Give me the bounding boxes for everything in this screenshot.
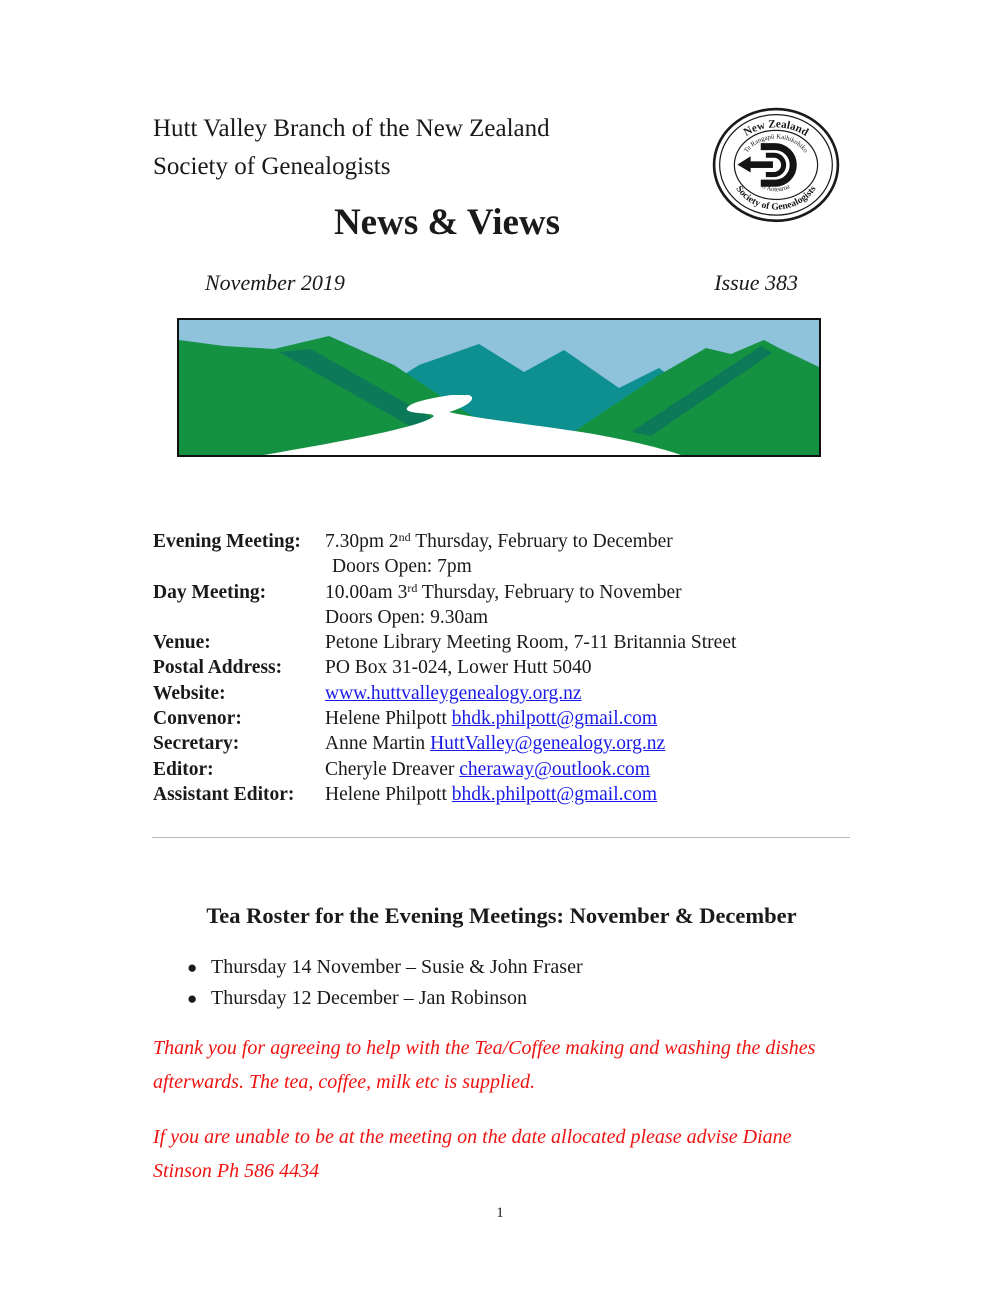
list-item-text: Thursday 14 November – Susie & John Fraser [211,956,583,978]
info-row-day-doors [153,605,850,630]
contact-name: Anne Martin [325,733,431,755]
info-value [325,782,850,807]
ordinal-suffix: rd [407,580,418,595]
info-value [325,580,850,605]
bullet-icon: ● [187,958,198,977]
website-link[interactable]: www.huttvalleygenealogy.org.nz [325,682,582,704]
landscape-illustration-icon [179,320,819,455]
info-value [325,529,850,554]
info-row-postal-address [153,655,850,680]
info-value [325,757,850,782]
ordinal-suffix: nd [398,530,411,544]
logo-top-text: New Zealand [741,118,811,139]
info-row-evening-doors [153,554,850,579]
info-label: Website: [153,682,226,704]
info-label: Evening Meeting: [153,531,301,552]
info-value [325,706,850,731]
secretary-email-link[interactable]: HuttValley@genealogy.org.nz [430,733,666,755]
info-value-text: Thursday, February to December [410,531,673,552]
contact-name: Helene Philpott [325,783,452,805]
org-title-line1: Hutt Valley Branch of the New Zealand [153,115,550,142]
info-value: Doors Open: 9.30am [325,606,489,628]
tea-roster-list [153,952,850,1014]
assistant-editor-email-link[interactable]: bhdk.philpott@gmail.com [451,783,658,805]
info-value-text: 10.00am 3 [325,581,408,603]
logo-maori-text: Te Rangapū Kaihikohiko [743,133,809,155]
contact-name: Cheryle Dreaver [325,758,460,780]
info-row-convenor [153,706,850,731]
info-label: Venue: [153,632,211,654]
editor-email-link[interactable]: cheraway@outlook.com [459,758,650,780]
issue-row [153,270,850,296]
issue-number: Issue 383 [714,270,798,295]
list-item-text: Thursday 12 December – Jan Robinson [211,987,528,1009]
list-item [187,952,850,983]
info-label [153,554,325,579]
info-label [153,605,325,630]
meeting-info [153,529,850,807]
info-value: PO Box 31-024, Lower Hutt 5040 [325,657,592,679]
info-label: Postal Address: [153,657,283,679]
info-row-assistant-editor [153,782,850,807]
tea-roster-heading: Tea Roster for the Evening Meetings: November & December [206,903,797,928]
org-title-line2: Society of Genealogists [153,153,391,180]
info-value [325,681,850,706]
organisation-title [153,110,713,186]
info-row-evening-meeting [153,529,850,554]
info-label: Secretary: [153,733,240,755]
convenor-email-link[interactable]: bhdk.philpott@gmail.com [451,708,658,730]
page-number: 1 [496,1205,504,1221]
contact-name: Helene Philpott [325,708,452,730]
bullet-icon: ● [187,989,198,1008]
info-label: Day Meeting: [153,581,267,603]
tea-note-unable: If you are unable to be at the meeting on the date allocated please advise Diane Stinson Ph 586 4434 [153,1126,792,1182]
page-footer [0,1205,1000,1222]
info-row-editor [153,757,850,782]
info-label: Editor: [153,758,214,780]
logo-aotearoa-text: o Aotearoa [761,183,791,194]
tea-note-thanks: Thank you for agreeing to help with the Tea/Coffee making and washing the dishes afterwards. The tea, coffee, milk etc is supplied. [153,1037,816,1093]
info-row-website [153,681,850,706]
info-value: Petone Library Meeting Room, 7-11 Britannia Street [325,632,737,654]
logo-bottom-text: Society of Genealogists [733,183,819,213]
tea-roster-section [153,901,850,1188]
info-row-day-meeting [153,580,850,605]
issue-date: November 2019 [205,270,345,295]
info-value: Doors Open: 7pm [332,556,472,578]
info-label: Assistant Editor: [153,783,295,805]
info-value [325,731,850,756]
newsletter-title: News & Views [333,202,561,243]
info-label: Convenor: [153,708,242,730]
info-value-text: Thursday, February to November [417,581,682,603]
section-divider [152,837,850,838]
list-item [187,983,850,1014]
info-row-venue [153,630,850,655]
landscape-banner [177,318,821,457]
info-value-text: 7.30pm 2 [325,531,399,552]
info-row-secretary [153,731,850,756]
